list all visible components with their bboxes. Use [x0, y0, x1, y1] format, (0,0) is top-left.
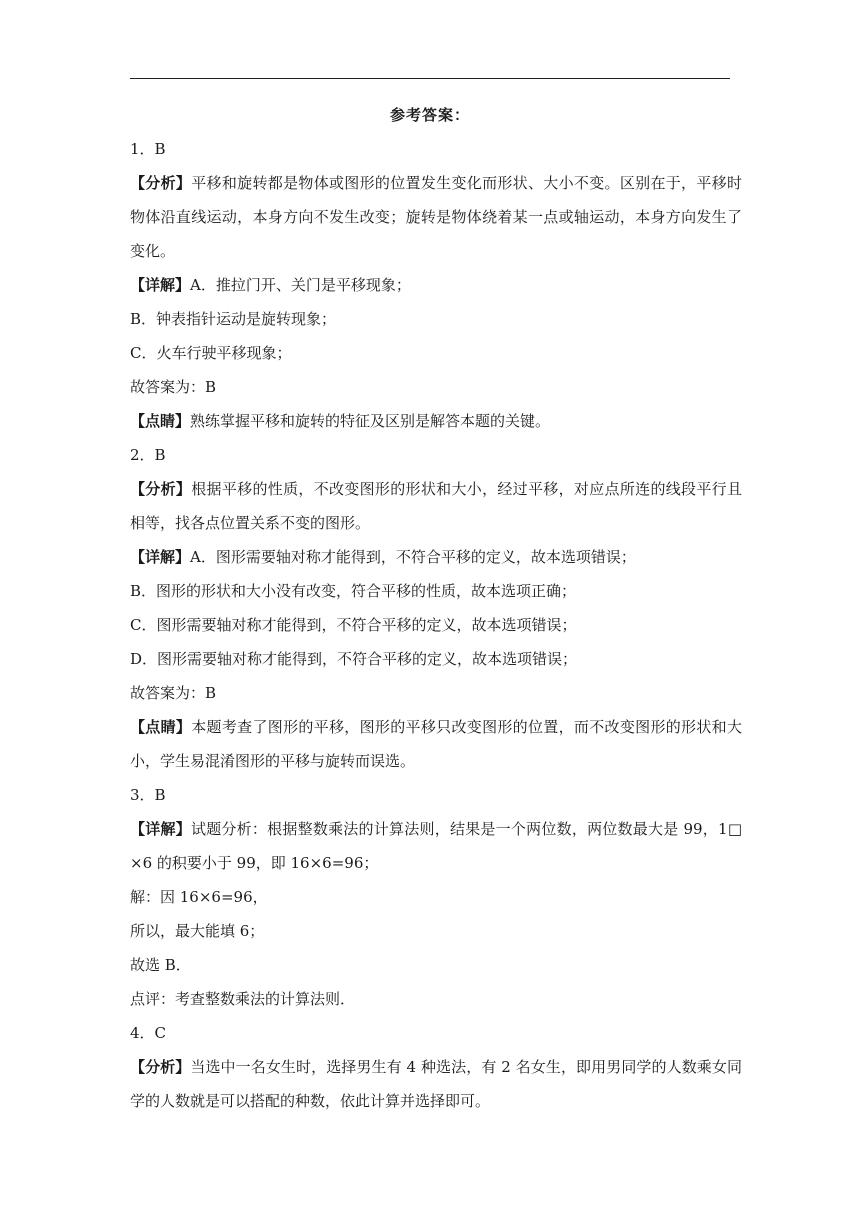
- detail-text: A．推拉门开、关门是平移现象；: [190, 276, 411, 294]
- detail-paragraph: [130, 812, 742, 880]
- answer-content: [130, 132, 742, 1118]
- detail-line: [130, 540, 742, 574]
- final-answer: 故答案为：B: [130, 378, 217, 396]
- detail-line: [130, 268, 742, 302]
- solution-line: 解：因 16×6=96，: [130, 888, 268, 906]
- detail-line: B．钟表指针运动是旋转现象；: [130, 310, 337, 328]
- comment-text: 本题考查了图形的平移，图形的平移只改变图形的位置，而不改变图形的形状和大小，学生易混淆图形的平移与旋转而误选。: [130, 718, 742, 770]
- header-rule: [130, 78, 730, 79]
- detail-tag: 【详解】: [130, 276, 191, 294]
- detail-line: B．图形的形状和大小没有改变，符合平移的性质，故本选项正确；: [130, 582, 577, 600]
- detail-line: C．火车行驶平移现象；: [130, 344, 292, 362]
- analysis-paragraph: [130, 1050, 742, 1118]
- final-answer: 故答案为：B: [130, 684, 217, 702]
- detail-line: C．图形需要轴对称才能得到，不符合平移的定义，故本选项错误；: [130, 616, 577, 634]
- detail-text: A．图形需要轴对称才能得到，不符合平移的定义，故本选项错误；: [190, 548, 636, 566]
- answer-number: 4．C: [130, 1024, 167, 1042]
- review-line: 点评：考查整数乘法的计算法则．: [130, 990, 356, 1008]
- page-title: 参考答案：: [389, 106, 470, 124]
- solution-line: 所以，最大能填 6；: [130, 922, 265, 940]
- answer-number: 2．B: [130, 446, 166, 464]
- final-answer: 故选 B．: [130, 956, 191, 974]
- analysis-tag: 【分析】: [130, 480, 192, 498]
- analysis-tag: 【分析】: [130, 1058, 191, 1076]
- detail-tag: 【详解】: [130, 548, 191, 566]
- comment-tag: 【点睛】: [130, 718, 192, 736]
- analysis-paragraph: [130, 472, 742, 540]
- comment-line: [130, 404, 742, 438]
- detail-line: D．图形需要轴对称才能得到，不符合平移的定义，故本选项错误；: [130, 650, 578, 668]
- answer-number: 1．B: [130, 140, 166, 158]
- analysis-tag: 【分析】: [130, 174, 192, 192]
- analysis-paragraph: [130, 166, 742, 268]
- analysis-text: 根据平移的性质，不改变图形的形状和大小，经过平移，对应点所连的线段平行且相等，找各点位置关系不变的图形。: [130, 480, 742, 532]
- analysis-text: 当选中一名女生时，选择男生有 4 种选法，有 2 名女生，即用男同学的人数乘女同学的人数就是可以搭配的种数，依此计算并选择即可。: [130, 1058, 742, 1110]
- answer-number: 3．B: [130, 786, 166, 804]
- analysis-text: 平移和旋转都是物体或图形的位置发生变化而形状、大小不变。区别在于，平移时物体沿直线运动，本身方向不发生改变；旋转是物体绕着某一点或轴运动，本身方向发生了变化。: [130, 174, 742, 260]
- comment-paragraph: [130, 710, 742, 778]
- comment-text: 熟练掌握平移和旋转的特征及区别是解答本题的关键。: [190, 412, 551, 430]
- comment-tag: 【点睛】: [130, 412, 191, 430]
- detail-tag: 【详解】: [130, 820, 191, 838]
- detail-text: 试题分析：根据整数乘法的计算法则，结果是一个两位数，两位数最大是 99，1□×6 的积要小于 99，即 16×6=96；: [130, 820, 742, 872]
